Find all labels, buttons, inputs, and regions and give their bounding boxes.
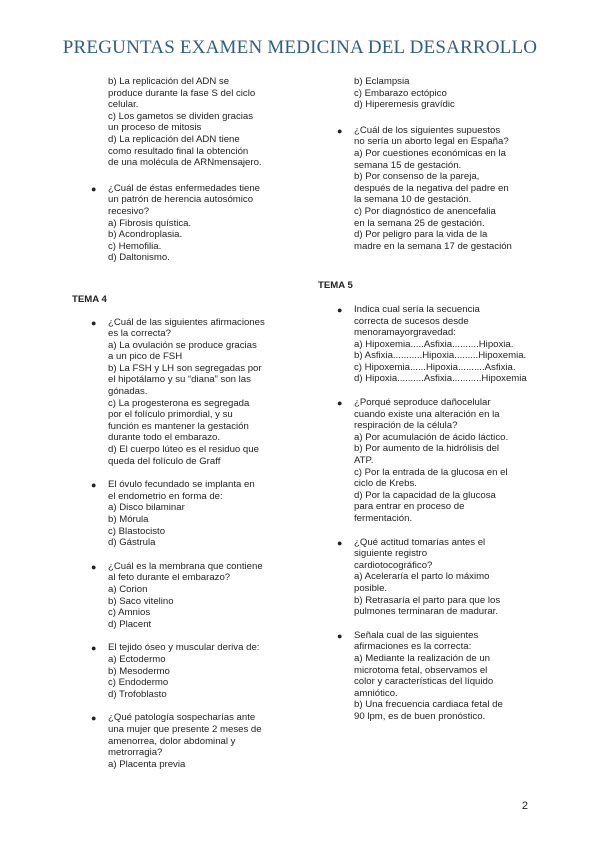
text-line: d) Placent [108, 618, 152, 630]
question-t4-2 [72, 479, 304, 549]
text-line: c) Endodermo [108, 677, 169, 689]
bullet-icon: ● [337, 304, 343, 315]
text-line: d) Por peligro para la vida de la [354, 229, 488, 241]
text-line: c) Hemofilia. [108, 240, 162, 252]
left-column [72, 76, 304, 770]
right-column [318, 76, 533, 723]
text-line: la semana 10 de gestación. [354, 194, 472, 206]
text-line: madre en la semana 17 de gestación [354, 240, 512, 252]
text-line: a un pico de FSH [108, 351, 183, 363]
section-heading-tema5: TEMA 5 [318, 280, 353, 292]
text-line: d) El cuerpo lúteo es el residuo que [108, 444, 259, 456]
question-t4-4 [72, 642, 304, 700]
text-line: menoramayorgravedad: [354, 327, 456, 339]
text-line: ciclo de Krebs. [354, 478, 417, 490]
text-line: amniótico. [354, 687, 398, 699]
bullet-icon: ● [91, 317, 97, 328]
text-line: b) La FSH y LH son segregadas por [108, 362, 262, 374]
question-t5-4 [318, 630, 533, 723]
text-line: por el folículo primordial, y su [108, 409, 233, 421]
text-line: c) Embarazo ectópico [354, 87, 447, 99]
text-line: queda del folículo de Graff [108, 455, 221, 467]
text-line: a) Corion [108, 583, 148, 595]
text-line: afirmaciones es la correcta: [354, 641, 472, 653]
text-line: b) Acondroplasia. [108, 229, 183, 241]
text-line: d) La replicación del ADN tiene [108, 133, 240, 145]
text-line: un patrón de herencia autosómico [108, 194, 254, 206]
document-title: PREGUNTAS EXAMEN MEDICINA DEL DESARROLLO [62, 37, 538, 58]
text-line: b) Por consenso de la pareja, [354, 171, 480, 183]
text-line: c) Los gametos se dividen gracias [108, 110, 254, 122]
question-t5-3 [318, 537, 533, 618]
text-line: b) Eclampsia [354, 76, 410, 87]
page-number: 2 [521, 800, 528, 812]
text-line: ¿Cuál de los siguientes supuestos [354, 124, 501, 136]
text-line: b) Mórula [108, 514, 149, 525]
question-t5-1 [318, 304, 533, 385]
question-t5-2 [318, 397, 533, 525]
text-line: posible. [354, 582, 388, 594]
text-line: metrorragia? [108, 747, 163, 759]
text-line: a) Mediante la realización de un [354, 652, 490, 664]
text-line: El óvulo fecundado se implanta en [108, 479, 255, 491]
text-line: d) Hipoxia..........Asfixia...........Hipoxemia [354, 373, 527, 385]
text-line: c) La progesterona es segregada [108, 397, 250, 409]
text-line: a) Ectodermo [108, 653, 166, 665]
text-line: Indica cual sería la secuencia [354, 303, 480, 315]
text-line: una mujer que presente 2 meses de [108, 723, 262, 735]
text-line: semana 15 de gestación. [354, 159, 462, 171]
text-line: c) Blastocisto [108, 525, 166, 537]
text-line: c) Por diagnóstico de anencefalia [354, 205, 496, 217]
text-line: un proceso de mitosis [108, 122, 202, 134]
text-line: después de la negativa del padre en [354, 182, 509, 194]
text-line: de una molécula de ARNmensajero. [108, 157, 262, 169]
question-aborto [318, 125, 533, 253]
text-line: amenorrea, dolor abdominal y [108, 735, 236, 747]
text-line: b) Mesodermo [108, 665, 170, 677]
text-line: b) La replicación del ADN se [108, 76, 230, 87]
text-line: color y características del líquido [354, 676, 494, 688]
text-line: a) Placenta previa [108, 758, 186, 770]
text-line: ATP. [354, 455, 374, 467]
left-continuation [72, 76, 304, 169]
text-line: para entrar en proceso de [354, 501, 465, 513]
question-t4-3 [72, 561, 304, 631]
text-line: respiración de la célula? [354, 420, 458, 432]
text-line: b) Saco vitelino [108, 595, 174, 607]
text-line: ¿Qué patología sospecharías ante [108, 712, 256, 724]
text-line: d) Gástrula [108, 537, 156, 549]
text-line: celular. [108, 99, 139, 111]
text-line: ¿Cuál de éstas enfermedades tiene [108, 182, 260, 194]
text-line: fermentación. [354, 513, 413, 524]
bullet-icon: ● [91, 183, 97, 194]
right-continuation [318, 76, 533, 111]
text-line: gónadas. [108, 386, 148, 398]
text-line: a) Fibrosis quística. [108, 217, 192, 229]
text-line: a) Por cuestiones económicas en la [354, 147, 506, 159]
text-line: ¿Cuál es la membrana que contiene [108, 560, 263, 572]
text-line: ¿Porqué seproduce dañocelular [354, 397, 491, 409]
bullet-icon: ● [91, 561, 97, 572]
text-line: pulmones terminaran de madurar. [354, 606, 498, 618]
text-line: b) Una frecuencia cardiaca fetal de [354, 699, 503, 711]
text-line: a) La ovulación se produce gracias [108, 339, 257, 351]
text-line: b) Asfixia...........Hipoxia.........Hipoxemia. [354, 350, 527, 362]
text-line: a) Por acumulación de ácido láctico. [354, 431, 509, 443]
text-line: Señala cual de las siguientes [354, 629, 479, 641]
text-line: d) Trofoblasto [108, 688, 167, 700]
text-line: al feto durante el embarazo? [108, 572, 231, 584]
text-line: el hipotálamo y su “diana” son las [108, 374, 251, 386]
text-line: d) Por la capacidad de la glucosa [354, 489, 496, 501]
bullet-icon: ● [337, 125, 343, 136]
text-line: b) Retrasaría el parto para que los [354, 594, 501, 606]
text-line: a) Disco bilaminar [108, 502, 185, 514]
text-line: correcta de sucesos desde [354, 315, 469, 327]
bullet-icon: ● [337, 398, 343, 409]
text-line: a) Aceleraría el parto lo máximo [354, 571, 490, 583]
text-line: produce durante la fase S del ciclo [108, 87, 256, 99]
bullet-icon: ● [337, 537, 343, 548]
text-line: recesivo? [108, 205, 150, 217]
text-line: siguiente registro [354, 548, 428, 560]
text-line: d) Daltonismo. [108, 252, 170, 264]
text-line: el endometrio en forma de: [108, 490, 223, 502]
text-line: microtoma fetal, observamos el [354, 664, 488, 676]
question-t4-1 [72, 317, 304, 468]
text-line: en la semana 25 de gestación. [354, 217, 485, 229]
text-line: durante todo el embarazo. [108, 432, 221, 444]
text-line: ¿Qué actitud tomarías antes el [354, 536, 486, 548]
text-line: d) Hiperemesis gravídic [354, 99, 455, 111]
text-line: como resultado final la obtención [108, 145, 249, 157]
text-line: a) Hipoxemia.....Asfixia..........Hipoxia. [354, 338, 514, 350]
text-line: es la correcta? [108, 328, 171, 340]
text-line: b) Por aumento de la hidrólisis del [354, 443, 500, 455]
bullet-icon: ● [91, 643, 97, 654]
text-line: c) Hipoxemia......Hipoxia..........Asfixia. [354, 361, 516, 373]
text-line: c) Amnios [108, 607, 151, 619]
bullet-icon: ● [91, 480, 97, 491]
question-herencia [72, 183, 304, 264]
text-line: no sería un aborto legal en España? [354, 136, 509, 148]
text-line: función es mantener la gestación [108, 420, 249, 432]
bullet-icon: ● [337, 630, 343, 641]
text-line: ¿Cuál de las siguientes afirmaciones [108, 316, 265, 328]
text-line: El tejido óseo y muscular deriva de: [108, 642, 260, 654]
text-line: 90 lpm, es de buen pronóstico. [354, 710, 486, 722]
question-t4-5 [72, 712, 304, 770]
bullet-icon: ● [91, 713, 97, 724]
section-heading-tema4: TEMA 4 [72, 293, 107, 305]
text-line: c) Por la entrada de la glucosa en el [354, 466, 508, 478]
text-line: cardiotocográfico? [354, 559, 433, 571]
text-line: cuando existe una alteración en la [354, 408, 500, 420]
